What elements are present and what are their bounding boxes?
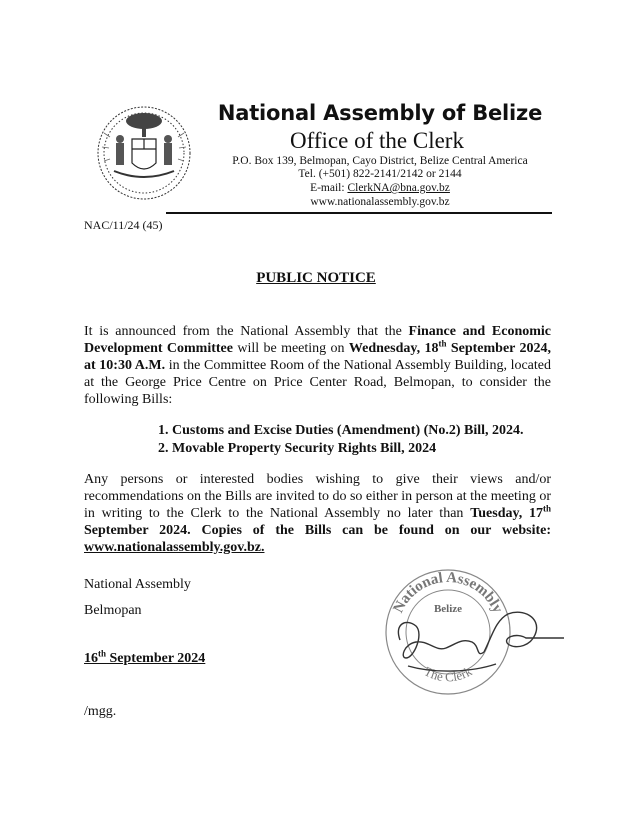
office-name: Office of the Clerk	[290, 128, 464, 153]
bills-list	[158, 422, 524, 458]
signature-city: Belmopan	[84, 603, 142, 618]
handwritten-signature	[398, 612, 564, 671]
coat-of-arms-seal	[84, 103, 204, 203]
email-line	[200, 182, 560, 194]
stamp-center-text: Belize	[433, 603, 463, 615]
signature-org: National Assembly	[84, 577, 191, 592]
notice-date: 16th September 2024	[84, 648, 206, 666]
meeting-date: Wednesday, 18th September 2024, at 10:30 A.M.	[84, 338, 551, 373]
notice-title: PUBLIC NOTICE	[256, 270, 376, 286]
website[interactable]: www.nationalassembly.gov.bz	[310, 196, 450, 208]
reference-number: NAC/11/24 (45)	[84, 218, 163, 232]
deadline: Tuesday, 17th September 2024. Copies of the Bills can be found on our website: www.nationalassembly.gov.bz.	[84, 503, 552, 555]
header-divider	[166, 212, 552, 214]
svg-text:The Clerk	[422, 663, 475, 684]
submission-paragraph: Any persons or interested bodies wishing to give their views and/or recommendations on the Bills are invited to do so either in person at the meeting or in writing to the Clerk to the National Assembly no later than Tuesday, 17th September 2024. Copies of the Bills can be found on our website: www.nationalassembly.gov.bz.	[84, 472, 552, 555]
committee-name: Finance and Economic Development Committee	[84, 324, 551, 356]
email-link[interactable]: ClerkNA@bna.gov.bz	[347, 182, 450, 194]
list-item: 1. Customs and Excise Duties (Amendment) (No.2) Bill, 2024.	[158, 423, 524, 438]
email-label: E-mail:	[310, 182, 348, 194]
stamp-bottom-text: The Clerk	[421, 663, 475, 685]
announcement-paragraph: It is announced from the National Assembly that the Finance and Economic Development Committee will be meeting on Wednesday, 18th September 2024, at 10:30 A.M. in the Committee Room of the National Assembly Building, located at the George Price Centre on Price Center Road, Belmopan, to consider the following Bills:	[84, 324, 551, 407]
org-name: National Assembly of Belize	[217, 101, 543, 125]
list-item: 2. Movable Property Security Rights Bill, 2024	[158, 441, 437, 456]
telephone: Tel. (+501) 822-2141/2142 or 2144	[298, 168, 462, 180]
typist-initials: /mgg.	[84, 704, 117, 719]
official-stamp	[376, 562, 566, 700]
address: P.O. Box 139, Belmopan, Cayo District, Belize Central America	[232, 155, 528, 167]
website-link[interactable]: www.nationalassembly.gov.bz.	[84, 540, 265, 555]
stamp-top-text: National Assembly	[390, 569, 506, 616]
